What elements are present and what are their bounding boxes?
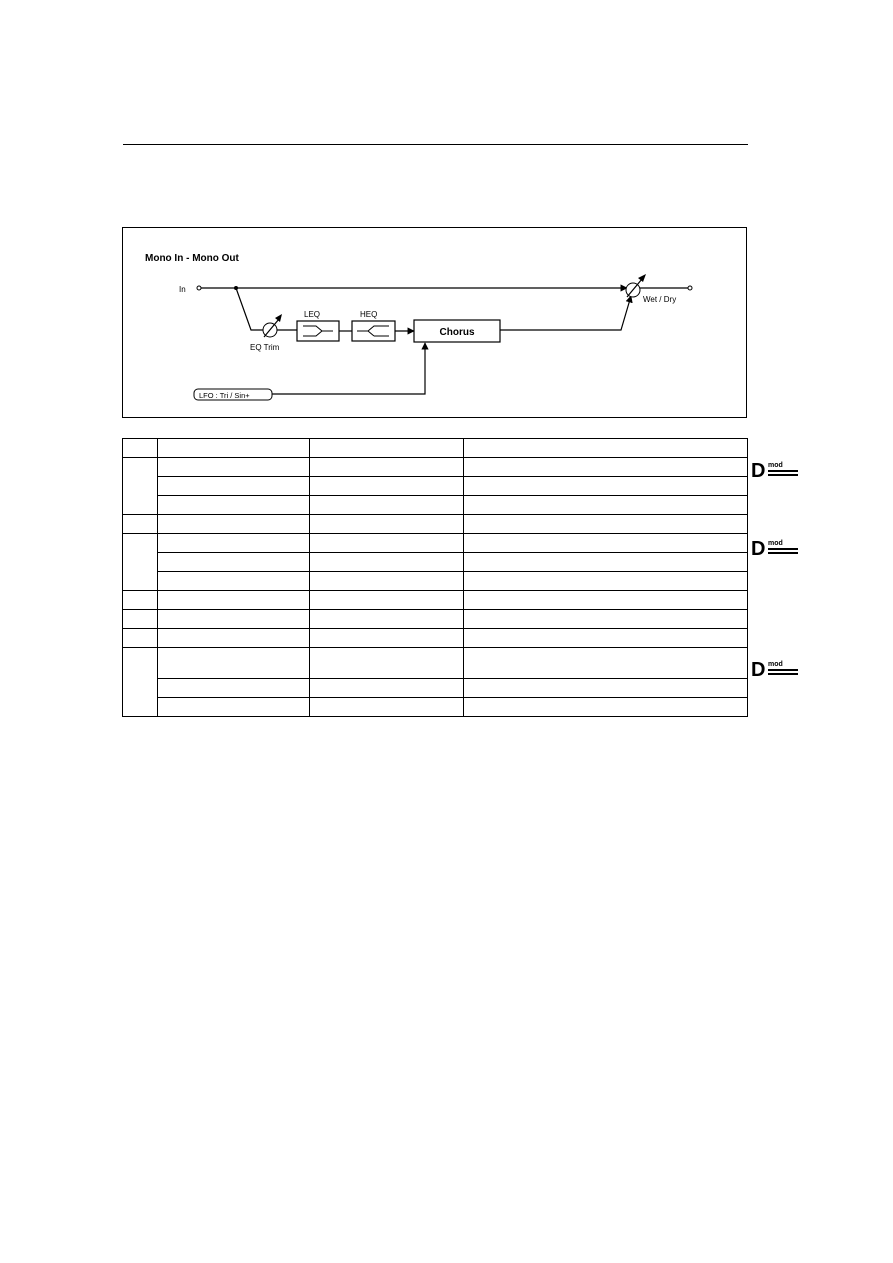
dmod-logo — [751, 537, 801, 557]
wet-dry-knob — [626, 274, 646, 297]
table-cell — [158, 515, 310, 534]
table-cell — [310, 679, 464, 698]
table-row — [123, 629, 748, 648]
table-cell — [310, 572, 464, 591]
table-cell — [123, 629, 158, 648]
table-row — [123, 496, 748, 515]
table-row — [123, 439, 748, 458]
table-cell — [464, 572, 748, 591]
table-cell — [310, 439, 464, 458]
table-cell — [310, 610, 464, 629]
table-cell — [310, 534, 464, 553]
table-cell — [158, 439, 310, 458]
svg-text:D: D — [751, 538, 766, 557]
table-cell — [123, 515, 158, 534]
heq-label: HEQ — [360, 310, 378, 319]
table-cell — [158, 458, 310, 477]
svg-text:mod: mod — [768, 661, 783, 668]
table-row — [123, 534, 748, 553]
table-cell — [158, 496, 310, 515]
chorus-label: Chorus — [439, 327, 475, 338]
svg-text:mod: mod — [768, 462, 783, 469]
table-cell — [310, 553, 464, 572]
table-cell — [464, 496, 748, 515]
table-cell — [310, 648, 464, 679]
table-cell — [123, 648, 158, 717]
output-jack — [688, 286, 692, 290]
table-cell — [464, 439, 748, 458]
table-cell — [310, 698, 464, 717]
table-cell — [158, 534, 310, 553]
eq-trim-knob — [263, 314, 282, 337]
table-row — [123, 698, 748, 717]
parameter-table — [122, 438, 748, 717]
table-cell — [464, 458, 748, 477]
table-cell — [158, 572, 310, 591]
table-cell — [464, 648, 748, 679]
table-cell — [310, 515, 464, 534]
table-cell — [123, 534, 158, 591]
table-cell — [123, 439, 158, 458]
table-cell — [310, 458, 464, 477]
signal-flow-diagram — [122, 227, 747, 418]
wet-return-path — [500, 296, 631, 330]
wet-dry-label: Wet / Dry — [643, 295, 677, 304]
table-cell — [464, 534, 748, 553]
table-cell — [123, 591, 158, 610]
table-cell — [123, 610, 158, 629]
table-cell — [158, 553, 310, 572]
table-row — [123, 610, 748, 629]
table-cell — [464, 629, 748, 648]
diagram-title: Mono In - Mono Out — [145, 253, 239, 264]
dmod-logo — [751, 658, 801, 678]
dmod-logo — [751, 459, 801, 479]
table-cell — [464, 698, 748, 717]
table-cell — [158, 648, 310, 679]
lfo-label: LFO : Tri / Sin+ — [199, 391, 250, 400]
svg-text:mod: mod — [768, 540, 783, 547]
table-cell — [310, 477, 464, 496]
table-row — [123, 458, 748, 477]
header-rule — [123, 144, 748, 145]
table-cell — [310, 496, 464, 515]
table-row — [123, 572, 748, 591]
eq-trim-label: EQ Trim — [250, 343, 280, 352]
table-row — [123, 553, 748, 572]
table-cell — [310, 591, 464, 610]
input-label: In — [179, 285, 186, 294]
table-cell — [464, 553, 748, 572]
table-cell — [158, 477, 310, 496]
table-cell — [158, 591, 310, 610]
table-cell — [158, 610, 310, 629]
leq-label: LEQ — [304, 310, 321, 319]
table-cell — [464, 477, 748, 496]
wet-branch — [236, 288, 263, 330]
table-cell — [464, 515, 748, 534]
table-cell — [158, 629, 310, 648]
svg-text:D: D — [751, 460, 766, 479]
table-cell — [158, 679, 310, 698]
table-row — [123, 591, 748, 610]
diagram-canvas — [123, 228, 748, 419]
table-cell — [464, 679, 748, 698]
table-cell — [464, 610, 748, 629]
table-row — [123, 679, 748, 698]
svg-text:D: D — [751, 659, 766, 678]
table-row — [123, 477, 748, 496]
table-row — [123, 648, 748, 679]
table-cell — [310, 629, 464, 648]
input-jack — [197, 286, 201, 290]
table-cell — [464, 591, 748, 610]
table-cell — [158, 698, 310, 717]
lfo-modulation-path — [272, 343, 425, 394]
table-cell — [123, 458, 158, 515]
table-row — [123, 515, 748, 534]
